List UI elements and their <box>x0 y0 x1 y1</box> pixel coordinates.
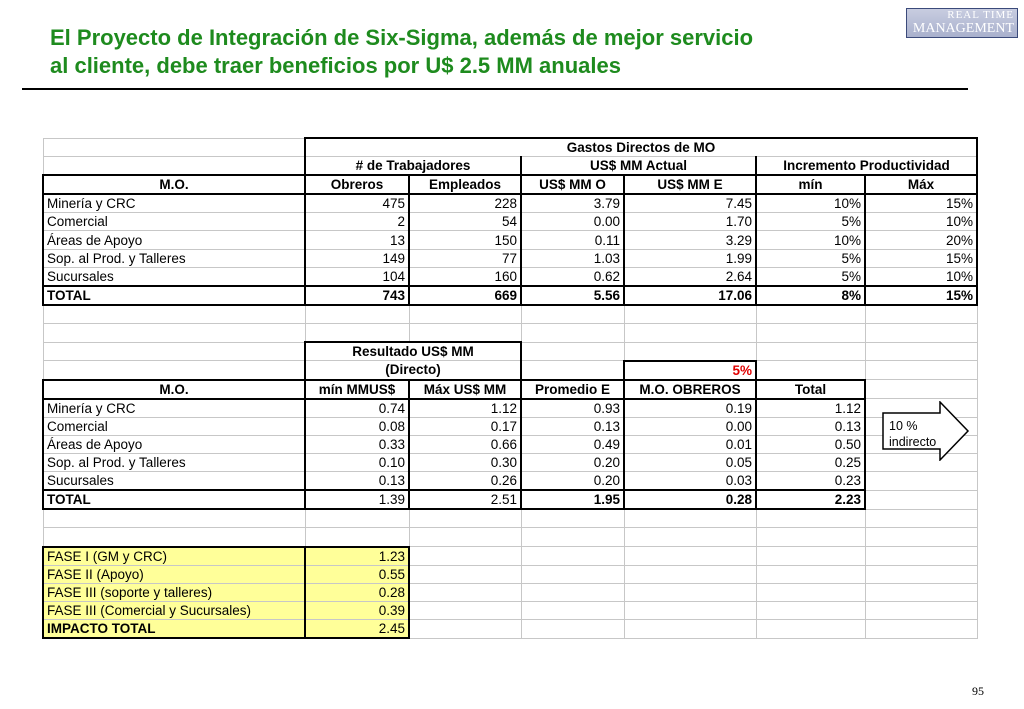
impact-total-row <box>43 619 977 638</box>
cell-total: 0.13 <box>756 417 865 435</box>
total-promedio: 1.95 <box>521 490 624 509</box>
logo-line-2: MANAGEMENT <box>912 21 1014 36</box>
row-label: Sucursales <box>43 267 305 286</box>
page-title <box>50 24 910 80</box>
cell-min: 5% <box>756 267 865 286</box>
table-row <box>43 249 977 267</box>
table2-col-min: mín MMUS$ <box>305 380 409 399</box>
cell-obreros: 475 <box>305 194 409 213</box>
table-row <box>43 399 977 418</box>
table2-column-header-row <box>43 380 977 399</box>
callout-text <box>889 418 936 450</box>
phase-row <box>43 583 977 601</box>
table1-column-header-row <box>43 175 977 194</box>
cell-total: 0.23 <box>756 472 865 491</box>
row-label: Minería y CRC <box>43 194 305 213</box>
title-line-2: al cliente, debe traer beneficios por U$ 2.5 MM anuales <box>50 53 621 78</box>
cell-min: 0.33 <box>305 436 409 454</box>
total-label: TOTAL <box>43 490 305 509</box>
cell-total: 0.25 <box>756 454 865 472</box>
phase-value: 1.23 <box>305 547 409 566</box>
total-obreros: 743 <box>305 286 409 305</box>
cell-obreros: 2 <box>305 213 409 231</box>
table2-header-row-2 <box>43 361 977 380</box>
phase-value: 0.55 <box>305 565 409 583</box>
cell-min: 5% <box>756 249 865 267</box>
cell-min: 0.13 <box>305 472 409 491</box>
phase-row <box>43 601 977 619</box>
cell-usd-o: 1.03 <box>521 249 624 267</box>
table-row <box>43 231 977 249</box>
cell-obreros: 0.19 <box>624 399 756 418</box>
total-min: 8% <box>756 286 865 305</box>
total-min: 1.39 <box>305 490 409 509</box>
title-divider <box>22 88 968 90</box>
phase-row <box>43 565 977 583</box>
cell-min: 0.08 <box>305 417 409 435</box>
cell-max: 15% <box>865 249 977 267</box>
table1-col-min: mín <box>756 175 865 194</box>
impact-value: 2.45 <box>305 619 409 638</box>
table2-col-max: Máx US$ MM <box>409 380 521 399</box>
table2-header-row-1 <box>43 342 977 361</box>
cell-empleados: 77 <box>409 249 521 267</box>
row-label: Minería y CRC <box>43 399 305 418</box>
cell-usd-e: 2.64 <box>624 267 756 286</box>
table1-actual-header: US$ MM Actual <box>521 157 756 176</box>
indirect-callout-arrow <box>882 401 970 461</box>
row-label: Áreas de Apoyo <box>43 231 305 249</box>
cell-usd-o: 3.79 <box>521 194 624 213</box>
total-max: 2.51 <box>409 490 521 509</box>
table2-result-subheader: (Directo) <box>305 361 521 380</box>
cell-obreros: 0.00 <box>624 417 756 435</box>
row-label: Comercial <box>43 213 305 231</box>
total-label: TOTAL <box>43 286 305 305</box>
cell-min: 0.10 <box>305 454 409 472</box>
total-usd-o: 5.56 <box>521 286 624 305</box>
cell-min: 0.74 <box>305 399 409 418</box>
impact-label: IMPACTO TOTAL <box>43 619 305 638</box>
cell-min: 10% <box>756 194 865 213</box>
cell-empleados: 228 <box>409 194 521 213</box>
total-obreros: 0.28 <box>624 490 756 509</box>
row-label: Sop. al Prod. y Talleres <box>43 454 305 472</box>
cell-max: 1.12 <box>409 399 521 418</box>
cell-obreros: 0.03 <box>624 472 756 491</box>
cell-max: 10% <box>865 213 977 231</box>
cell-max: 0.26 <box>409 472 521 491</box>
spreadsheet <box>42 137 978 639</box>
cell-total: 1.12 <box>756 399 865 418</box>
table2-col-total: Total <box>756 380 865 399</box>
table-row <box>43 472 977 491</box>
phase-label: FASE I (GM y CRC) <box>43 547 305 566</box>
table1-group-header: Gastos Directos de MO <box>305 138 977 157</box>
cell-obreros: 104 <box>305 267 409 286</box>
table-row <box>43 454 977 472</box>
callout-line-1: 10 % <box>889 419 918 433</box>
cell-max: 0.66 <box>409 436 521 454</box>
table1-col-usd-e: US$ MM E <box>624 175 756 194</box>
title-line-1: El Proyecto de Integración de Six-Sigma, además de mejor servicio <box>50 25 754 50</box>
table1-col-usd-o: US$ MM O <box>521 175 624 194</box>
blank-row <box>43 305 977 324</box>
table2-col-obreros: M.O. OBREROS <box>624 380 756 399</box>
cell-obreros: 149 <box>305 249 409 267</box>
cell-usd-o: 0.00 <box>521 213 624 231</box>
table1-workers-header: # de Trabajadores <box>305 157 521 176</box>
cell-usd-e: 3.29 <box>624 231 756 249</box>
cell-max: 0.17 <box>409 417 521 435</box>
row-label: Sop. al Prod. y Talleres <box>43 249 305 267</box>
cell-max: 20% <box>865 231 977 249</box>
cell-max: 15% <box>865 194 977 213</box>
cell-promedio: 0.20 <box>521 454 624 472</box>
company-logo <box>906 8 1018 38</box>
table1-group-header-row <box>43 138 977 157</box>
phase-value: 0.28 <box>305 583 409 601</box>
blank-row <box>43 509 977 528</box>
total-max: 15% <box>865 286 977 305</box>
table1-col-mo: M.O. <box>43 175 305 194</box>
cell-usd-e: 1.99 <box>624 249 756 267</box>
cell-max: 0.30 <box>409 454 521 472</box>
cell-empleados: 150 <box>409 231 521 249</box>
row-label: Áreas de Apoyo <box>43 436 305 454</box>
table1-col-empleados: Empleados <box>409 175 521 194</box>
cell-obreros: 0.05 <box>624 454 756 472</box>
cell-obreros: 13 <box>305 231 409 249</box>
phase-value: 0.39 <box>305 601 409 619</box>
table2-total-row <box>43 490 977 509</box>
table-row <box>43 194 977 213</box>
table2-col-promedio: Promedio E <box>521 380 624 399</box>
cell-obreros: 0.01 <box>624 436 756 454</box>
cell-promedio: 0.13 <box>521 417 624 435</box>
page-number: 95 <box>972 684 984 698</box>
cell-usd-o: 0.11 <box>521 231 624 249</box>
cell-min: 5% <box>756 213 865 231</box>
table1-col-obreros: Obreros <box>305 175 409 194</box>
cell-promedio: 0.20 <box>521 472 624 491</box>
cell-empleados: 160 <box>409 267 521 286</box>
cell-usd-o: 0.62 <box>521 267 624 286</box>
cell-min: 10% <box>756 231 865 249</box>
phase-row <box>43 547 977 566</box>
table-row <box>43 436 977 454</box>
phase-label: FASE II (Apoyo) <box>43 565 305 583</box>
table1-total-row <box>43 286 977 305</box>
cell-total: 0.50 <box>756 436 865 454</box>
callout-line-2: indirecto <box>889 435 937 449</box>
cell-empleados: 54 <box>409 213 521 231</box>
logo-line-1: REAL TIME <box>947 9 1014 21</box>
cell-promedio: 0.93 <box>521 399 624 418</box>
table-row <box>43 267 977 286</box>
cell-promedio: 0.49 <box>521 436 624 454</box>
blank-row <box>43 528 977 547</box>
total-total: 2.23 <box>756 490 865 509</box>
table1-productivity-header: Incremento Productividad <box>756 157 977 176</box>
phase-label: FASE III (soporte y talleres) <box>43 583 305 601</box>
table1-subheader-row <box>43 157 977 176</box>
blank-row <box>43 323 977 342</box>
table1-col-max: Máx <box>865 175 977 194</box>
cell-usd-e: 1.70 <box>624 213 756 231</box>
table2-result-header: Resultado US$ MM <box>305 342 521 361</box>
total-usd-e: 17.06 <box>624 286 756 305</box>
cell-max: 10% <box>865 267 977 286</box>
table-row <box>43 417 977 435</box>
row-label: Sucursales <box>43 472 305 491</box>
phase-label: FASE III (Comercial y Sucursales) <box>43 601 305 619</box>
table-row <box>43 213 977 231</box>
table2-col-mo: M.O. <box>43 380 305 399</box>
cell-usd-e: 7.45 <box>624 194 756 213</box>
row-label: Comercial <box>43 417 305 435</box>
total-empleados: 669 <box>409 286 521 305</box>
obreros-percentage: 5% <box>624 361 756 380</box>
